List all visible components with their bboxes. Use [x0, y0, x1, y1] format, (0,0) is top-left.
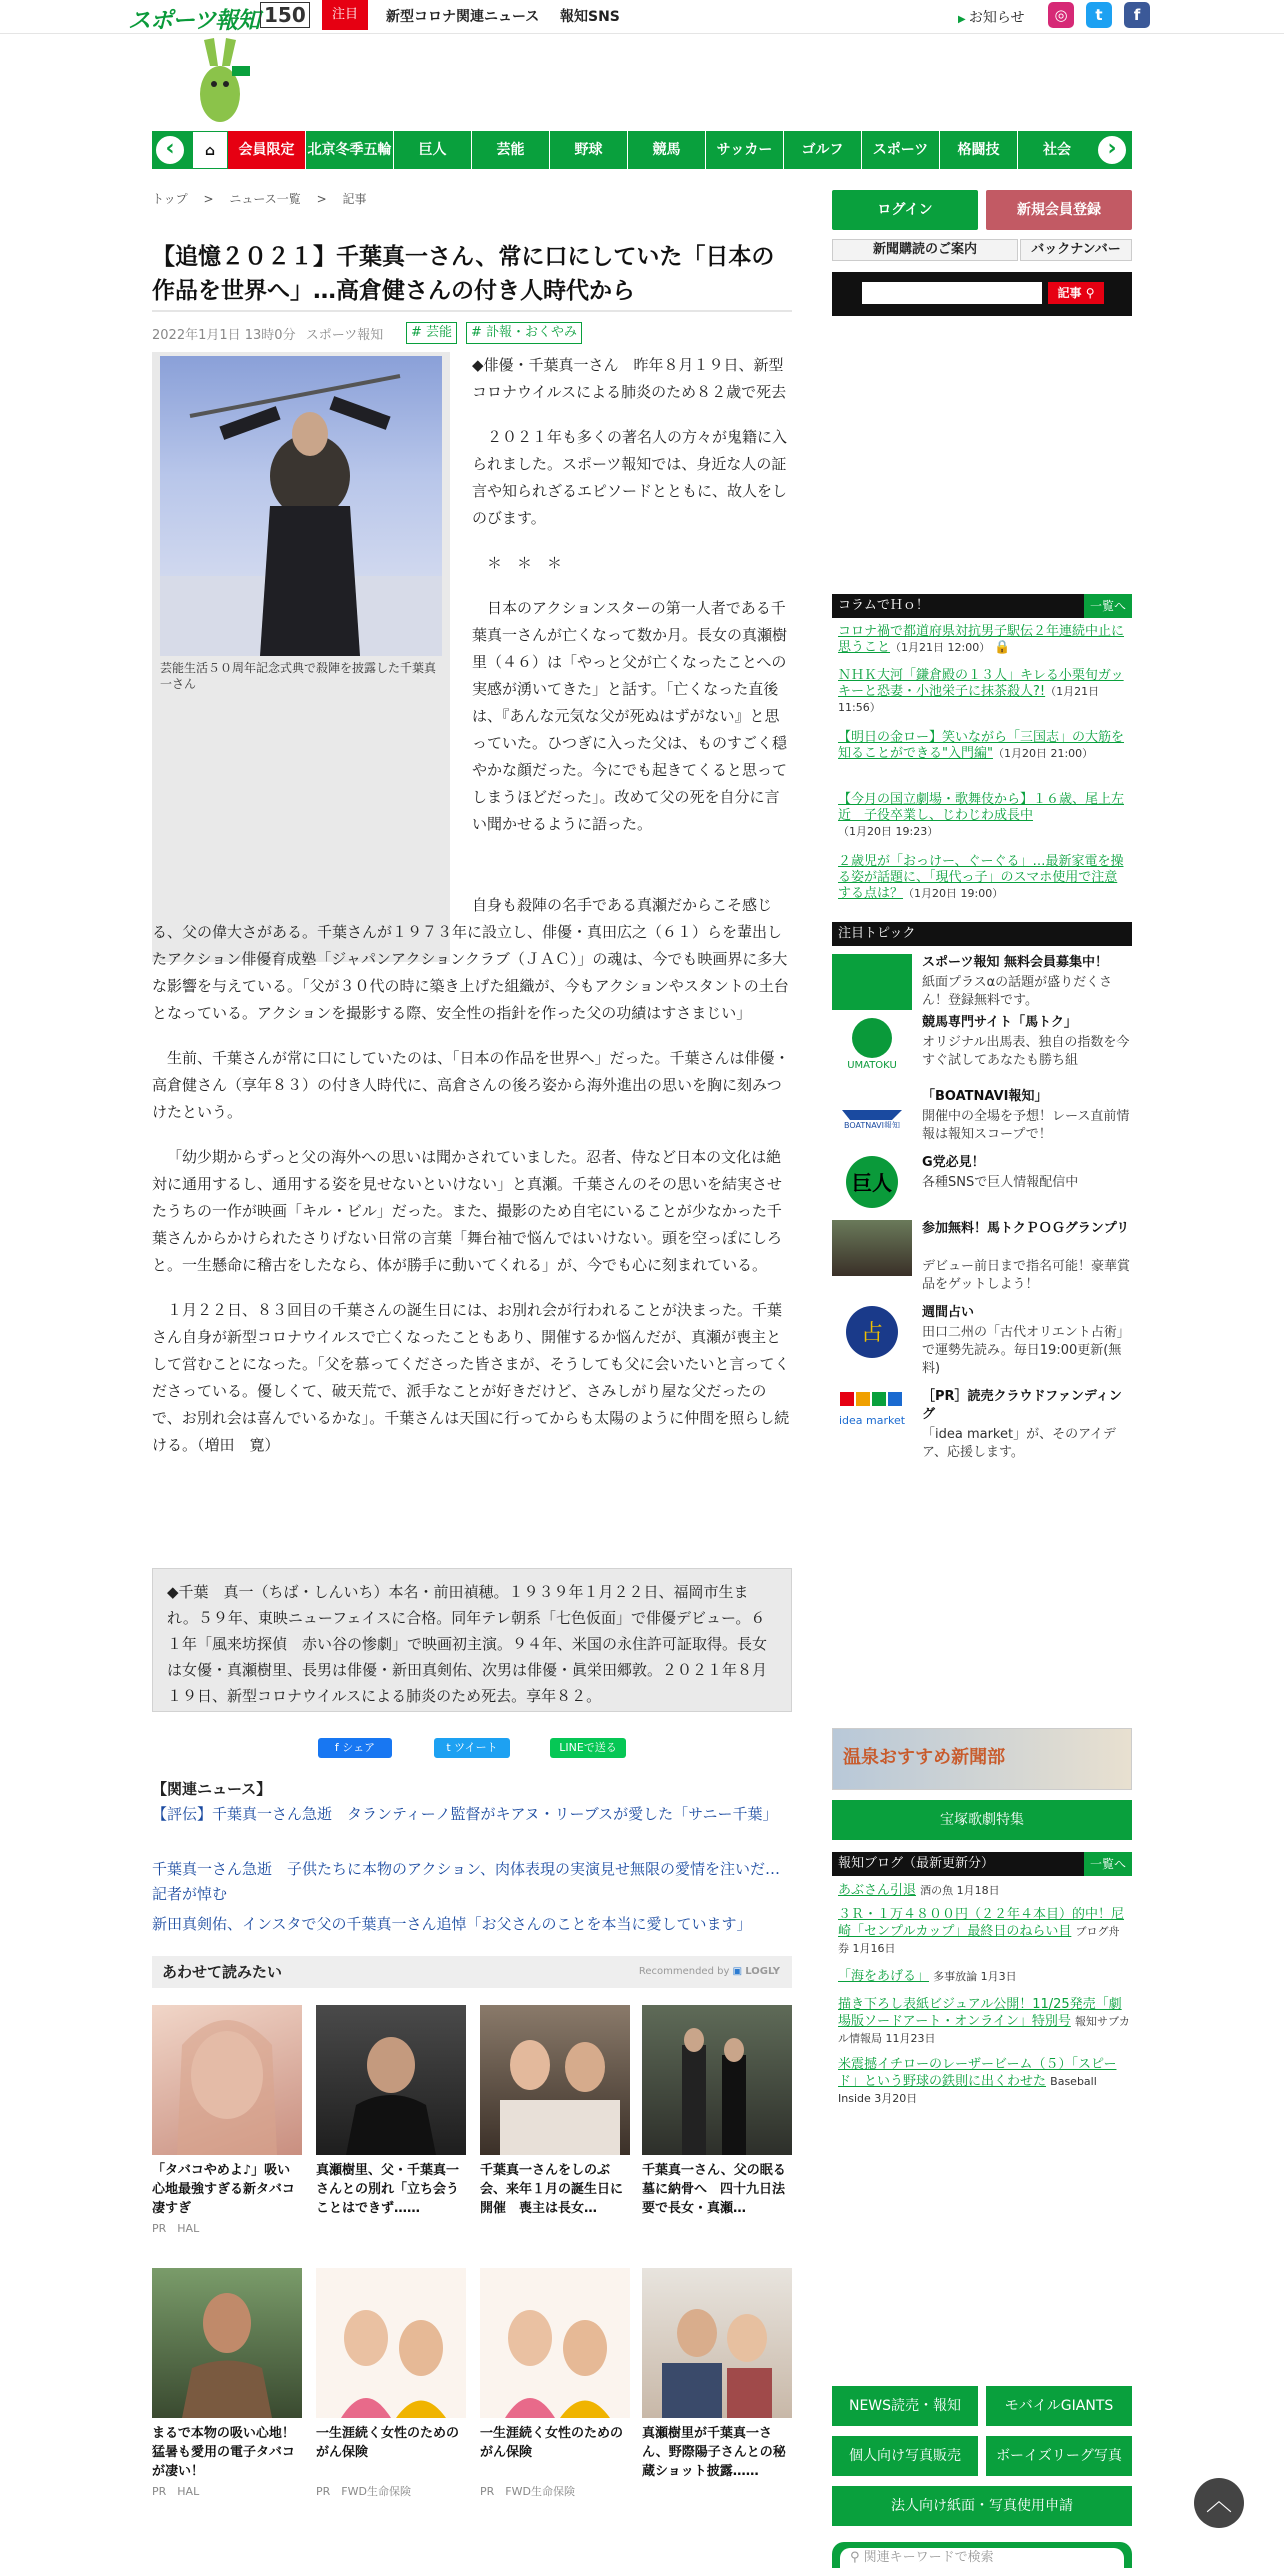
nav-item-soccer[interactable]: サッカー	[706, 131, 784, 169]
breadcrumb	[152, 190, 367, 207]
article-source: スポーツ報知	[305, 328, 384, 343]
nav-item-beijing[interactable]: 北京冬季五輪	[306, 131, 394, 169]
twitter-icon[interactable]: t	[1086, 2, 1112, 28]
card-title: 「タバコやめよ♪」吸い心地最強すぎる新タバコ凄すぎ	[152, 2163, 295, 2216]
topic-item[interactable]: BOATNAVI報知 「BOATNAVI報知」 開催中の全場を予想！レース直前情報は報知スコープで！	[832, 1088, 1132, 1150]
column-item[interactable]: コロナ禍で都道府県対抗男子駅伝２年連続中止に思うこと（1月21日 12:00） 🔒	[838, 624, 1125, 655]
photo-caption: 芸能生活５０周年記念式典で殺陣を披露した千葉真一さん	[160, 661, 437, 691]
nav-item-fighting[interactable]: 格闘技	[940, 131, 1018, 169]
card-image	[642, 2268, 792, 2418]
blog-more-link[interactable]: 一覧へ	[1084, 1852, 1132, 1876]
recommend-card[interactable]	[152, 2268, 302, 2499]
card-image	[480, 2005, 630, 2155]
keyword-search	[832, 2542, 1132, 2568]
article-paragraph: 日本のアクションスターの第一人者である千葉真一さんが亡くなって数か月。長女の真瀬樹里（４６）は「やっと父が亡くなったことへの実感が湧いてきた」と話す。「亡くなった直後は、『あんな元気な父が死ぬはずがない』と思っていた。ひつぎに入った父は、ものすごく穏やかな顔だった。今にでも起きてくると思ってしまうほどだった」。改めて父の死を自分に言い聞かせるように語った。	[472, 599, 788, 833]
anniversary-logo: 150	[260, 2, 310, 28]
nav-item-baseball[interactable]: 野球	[550, 131, 628, 169]
blog-item[interactable]: 描き下ろし表紙ビジュアル公開！11/25発売「劇場版ソードアート・オンライン」特別号 報知サブカル情報局 11月23日	[838, 1997, 1130, 2045]
card-title: 一生涯続く女性のためのがん保険	[480, 2426, 624, 2460]
category-nav	[152, 131, 1132, 169]
article-body-lead	[472, 352, 792, 856]
topic-item[interactable]: 参加無料！馬トクＰＯＧグランプリ デビュー前日まで指名可能！豪華賞品をゲットしよう！	[832, 1220, 1132, 1282]
related-link[interactable]: 千葉真一さん急逝 子供たちに本物のアクション、肉体表現の実演見せ無限の愛情を注いだ…記者が悼む	[152, 1860, 781, 1903]
card-image	[642, 2005, 792, 2155]
recommend-card[interactable]	[152, 2005, 302, 2236]
covid-news-link[interactable]: 新型コロナ関連ニュース	[386, 9, 540, 25]
topic-item[interactable]: idea market ［PR］読売クラウドファンディング 「idea market」が、そのアイデア、応援します。	[832, 1388, 1132, 1450]
breadcrumb-news-list[interactable]: ニュース一覧	[229, 192, 301, 206]
card-title: 真瀬樹里、父・千葉真一さんとの別れ「立ち会うことはできず……	[316, 2163, 460, 2216]
column-item[interactable]: 【今月の国立劇場・歌舞伎から】１６歳、尾上左近 子役卒業し、じわじわ成長中（1月20日 19:23）	[838, 792, 1125, 838]
topic-heading: 注目トピック	[832, 922, 1132, 946]
card-title: 真瀬樹里が千葉真一さん、野際陽子さんとの秘蔵ショット披露……	[642, 2426, 786, 2479]
article-separator: ＊ ＊ ＊	[487, 554, 563, 572]
svg-text:占: 占	[860, 1321, 884, 1346]
card-title: 千葉真一さんをしのぶ会、来年１月の誕生日に開催 喪主は長女…	[480, 2163, 624, 2216]
fortune-icon	[832, 1304, 912, 1360]
related-link[interactable]: 【評伝】千葉真一さん急逝 タランティーノ監督がキアヌ・リーブスが愛した「サニー千葉」	[152, 1805, 778, 1823]
mascot-icon	[190, 36, 250, 126]
site-logo[interactable]: スポーツ報知	[128, 8, 260, 34]
article-paragraph: １月２２日、８３回目の千葉さんの誕生日には、お別れ会が行われることが決まった。千葉さん自身が新型コロナウイルスで亡くなったこともあり、開催するか悩んだが、真瀬が喪主として営むことになった。「父を慕ってくださった皆さまが、そうしても父に会いたいと言ってくださっている。優しくて、破天荒で、派手なことが好きだけど、さみしがり屋な父だったので、お別れ会は喜んでいるかな」。千葉さんは天国に行ってからも太陽のように仲間を照らし続ける。（増田 寛）	[152, 1301, 790, 1454]
column-heading: コラムでＨｏ！ 一覧へ	[832, 594, 1132, 618]
card-image	[152, 2268, 302, 2418]
card-image	[316, 2005, 466, 2155]
takarazuka-button[interactable]: 宝塚歌劇特集	[832, 1800, 1132, 1840]
keyword-search-input[interactable]: ⚲ 関連キーワードで検索	[840, 2548, 1124, 2568]
column-more-link[interactable]: 一覧へ	[1084, 594, 1132, 618]
card-source: PR FWD生命保険	[480, 2485, 575, 2498]
blog-item[interactable]: 米震撼イチローのレーザービーム（５）「スピード」という野球の鉄則に出くわせた Baseball Inside 3月20日	[838, 2057, 1117, 2105]
nav-item-giants[interactable]: 巨人	[394, 131, 472, 169]
article-date: 2022年1月1日 13時0分	[152, 328, 296, 343]
recommend-heading: あわせて読みたい Recommended by ▣ LOGLY	[152, 1956, 792, 1988]
back-to-top-icon[interactable]: ︿	[1194, 2478, 1244, 2528]
article-body-main	[152, 892, 792, 1477]
nav-next-arrow-icon[interactable]: ›	[1096, 134, 1128, 166]
article-photo-box	[152, 352, 450, 962]
article-paragraph: 「幼少期からずっと父の海外への思いは聞かされていました。忍者、侍など日本の文化は絶対に通用するし、通用する姿を見せないといけない」と真瀬。千葉さんのその思いを結実させたうちの一作が映画「キル・ビル」だった。また、撮影のため自宅にいることが少なかった千葉さんからかけられたさりげない日常の言葉「舞台袖で悩んではいけない。頭を空っぽにしろと。一生懸命に稽古をしたなら、体が勝手に動いてくれる」が、今でも心に刻まれている。	[152, 1148, 783, 1274]
nav-item-society[interactable]: 社会	[1043, 142, 1071, 158]
logly-credit: Recommended by ▣ LOGLY	[638, 1966, 780, 1977]
card-title: まるで本物の吸い心地！猛暑も愛用の電子タバコが凄い！	[152, 2426, 295, 2479]
nav-item-members[interactable]: 会員限定	[228, 131, 306, 169]
recommend-card[interactable]	[316, 2268, 466, 2499]
search-icon: ⚲	[850, 2550, 864, 2565]
onsen-banner[interactable]: 温泉おすすめ新聞部	[832, 1728, 1132, 1790]
blog-item[interactable]: ３Ｒ・１万４８００円（２２年４本目）的中！尼崎「センプルカップ」最終日のねらい目 ブログ舟券 1月16日	[838, 1907, 1125, 1955]
svg-text:BOATNAVI報知: BOATNAVI報知	[843, 1121, 901, 1128]
recommend-card[interactable]	[316, 2005, 466, 2220]
chumoku-badge: 注目	[322, 0, 368, 30]
article-lead: ◆俳優・千葉真一さん 昨年８月１９日、新型コロナウイルスによる肺炎のため８２歳で死去	[472, 356, 787, 401]
facebook-share-button[interactable]: f シェア	[318, 1738, 392, 1758]
topic-item[interactable]: 占 週間占い 田口二州の「古代オリエント占術」で運勢先読み。毎日19:00更新(無料)	[832, 1304, 1132, 1366]
article-title: 【追憶２０２１】千葉真一さん、常に口にしていた「日本の作品を世界へ」…高倉健さんの付き人時代から	[152, 244, 775, 304]
column-item[interactable]: 【明日の金ロー】笑いながら「三国志」の大筋を知ることができる"入門編"（1月20日 21:00）	[838, 730, 1125, 761]
breadcrumb-article: 記事	[342, 192, 367, 206]
logly-icon: ▣	[732, 1966, 743, 1977]
blog-heading: 報知ブログ（最新更新分） 一覧へ	[832, 1852, 1132, 1876]
profile-box: ◆千葉 真一（ちば・しんいち）本名・前田禎穂。１９３９年１月２２日、福岡市生まれ。５９年、東映ニューフェイスに合格。同年テレ朝系「七色仮面」で俳優デビュー。６１年「風来坊探偵 赤い谷の惨劇」で映画初主演。９４年、米国の永住許可証取得。長女は女優・真瀬樹里、長男は俳優・新田真剣佑、次男は俳優・眞栄田郷敦。２０２１年８月１９日、新型コロナウイルスによる肺炎のため死去。享年８２。	[152, 1568, 792, 1712]
article-meta	[152, 324, 383, 343]
giants-icon	[832, 1154, 912, 1210]
breadcrumb-separator: >	[304, 192, 339, 206]
boatnavi-icon	[832, 1088, 912, 1144]
column-item[interactable]: ２歳児が「おっけー、ぐーぐる」…最新家電を操る姿が話題に、「現代っ子」のスマホ使用で注意する点は？（1月20日 19:00）	[838, 854, 1124, 901]
recommend-card[interactable]	[642, 2268, 792, 2483]
card-image	[480, 2268, 630, 2418]
mobile-giants-button[interactable]: モバイルGIANTS	[986, 2386, 1132, 2426]
backnumber-button[interactable]: バックナンバー	[1020, 239, 1132, 261]
member-banner-icon	[832, 954, 912, 1010]
notice-link[interactable]: ▶ お知らせ	[958, 10, 1025, 26]
facebook-icon: f	[334, 1741, 343, 1754]
subscribe-button[interactable]: 新聞購読のご案内	[832, 239, 1018, 261]
blog-item[interactable]: あぶさん引退 酒の魚 1月18日	[838, 1883, 1000, 1898]
topic-item[interactable]: UMATOKU 競馬専門サイト「馬トク」 オリジナル出馬表、独自の指数を今すぐ試してあなたも勝ち組	[832, 1014, 1132, 1076]
site-search	[832, 272, 1132, 316]
title-divider	[152, 310, 792, 312]
card-source: PR HAL	[152, 2485, 200, 2498]
related-link[interactable]: 新田真剣佑、インスタで父の千葉真一さん追悼「お父さんのことを本当に愛しています」	[152, 1915, 752, 1933]
nav-item-golf[interactable]: ゴルフ	[784, 131, 862, 169]
topic-item[interactable]: スポーツ報知 無料会員募集中！ 紙面プラスαの話題が盛りだくさん！登録無料です。	[832, 954, 1132, 1016]
card-source: PR FWD生命保険	[316, 2485, 411, 2498]
article-photo[interactable]	[160, 356, 442, 656]
instagram-icon[interactable]: ◎	[1048, 2, 1074, 28]
search-icon: ⚲	[1085, 286, 1095, 300]
horse-photo-icon	[832, 1220, 912, 1276]
idea-market-icon	[832, 1388, 912, 1444]
card-image	[152, 2005, 302, 2155]
nav-prev-arrow-icon[interactable]: ‹	[154, 134, 186, 166]
umatoku-icon	[832, 1014, 912, 1070]
article-paragraph: 自身も殺陣の名手である真瀬だからこそ感じる、父の偉大さがある。千葉さんが１９７３年に設立し、俳優・真田広之（６１）らを輩出したアクション俳優育成塾「ジャパンアクションクラブ（ＪＡＣ）」の魂は、今でも映画界に多大な影響を与えている。「父が３０代の時に築き上げた組織が、今もアクションやスタントの土台となっている。アクションを撮影する際、安全性の指針を作った父の功績はすさまじい」	[152, 896, 789, 1022]
tag-obituary[interactable]: # 訃報・おくやみ	[466, 322, 582, 344]
home-icon[interactable]: ⌂	[192, 131, 228, 169]
recommend-card[interactable]	[480, 2268, 630, 2499]
svg-text:巨人: 巨人	[852, 1171, 892, 1195]
tweet-button[interactable]: t ツイート	[434, 1738, 510, 1758]
triangle-right-icon: ▶	[958, 14, 969, 25]
svg-text:idea market: idea market	[838, 1414, 906, 1427]
site-search-input[interactable]	[862, 282, 1042, 304]
twitter-icon: t	[446, 1741, 455, 1754]
photo-sales-button[interactable]: 個人向け写真販売	[832, 2436, 978, 2476]
corporate-use-button[interactable]: 法人向け紙面・写真使用申請	[832, 2486, 1132, 2526]
article-paragraph: ２０２１年も多くの著名人の方々が鬼籍に入られました。スポーツ報知では、身近な人の証言や知られざるエピソードとともに、故人をしのびます。	[472, 428, 788, 527]
recommend-card[interactable]	[480, 2005, 630, 2220]
article-paragraph: 生前、千葉さんが常に口にしていたのは、「日本の作品を世界へ」だった。千葉さんは俳優・高倉健さん（享年８３）の付き人時代に、高倉さんの後ろ姿から海外進出の思いを胸に刻みつけたという。	[152, 1049, 790, 1121]
card-title: 一生涯続く女性のためのがん保険	[316, 2426, 460, 2460]
breadcrumb-separator: >	[191, 192, 226, 206]
card-image	[316, 2268, 466, 2418]
nav-item-geino[interactable]: 芸能	[472, 131, 550, 169]
search-button[interactable]: 記事 ⚲	[1048, 282, 1104, 304]
nav-item-keiba[interactable]: 競馬	[628, 131, 706, 169]
card-source: PR HAL	[152, 2222, 200, 2235]
top-bar	[0, 0, 1284, 34]
boys-league-button[interactable]: ボーイズリーグ写真	[986, 2436, 1132, 2476]
register-button[interactable]: 新規会員登録	[986, 190, 1132, 230]
related-heading: 【関連ニュース】	[152, 1780, 272, 1798]
lock-icon: 🔒	[994, 640, 1011, 655]
facebook-icon[interactable]: f	[1124, 2, 1150, 28]
line-share-button[interactable]: LINEで送る	[550, 1738, 626, 1758]
login-button[interactable]: ログイン	[832, 190, 978, 230]
column-item[interactable]: ＮＨＫ大河「鎌倉殿の１３人」キレる小栗旬ガッキーと恐妻・小池栄子に抹茶殺人?!（1月21日 11:56）	[838, 668, 1124, 714]
hochi-sns-link[interactable]: 報知SNS	[560, 9, 620, 25]
recommend-card[interactable]	[642, 2005, 792, 2220]
breadcrumb-top[interactable]: トップ	[152, 192, 188, 206]
news-yomiuri-button[interactable]: NEWS読売・報知	[832, 2386, 978, 2426]
card-title: 千葉真一さん、父の眠る墓に納骨へ 四十九日法要で長女・真瀬…	[642, 2163, 786, 2216]
nav-item-sports[interactable]: スポーツ	[862, 131, 940, 169]
blog-item[interactable]: 「海をあげる」 多事放論 1月3日	[838, 1969, 1017, 1984]
svg-text:UMATOKU: UMATOKU	[847, 1060, 897, 1070]
tag-geino[interactable]: # 芸能	[406, 322, 457, 344]
topic-item[interactable]: 巨人 G党必見！ 各種SNSで巨人情報配信中	[832, 1154, 1132, 1216]
